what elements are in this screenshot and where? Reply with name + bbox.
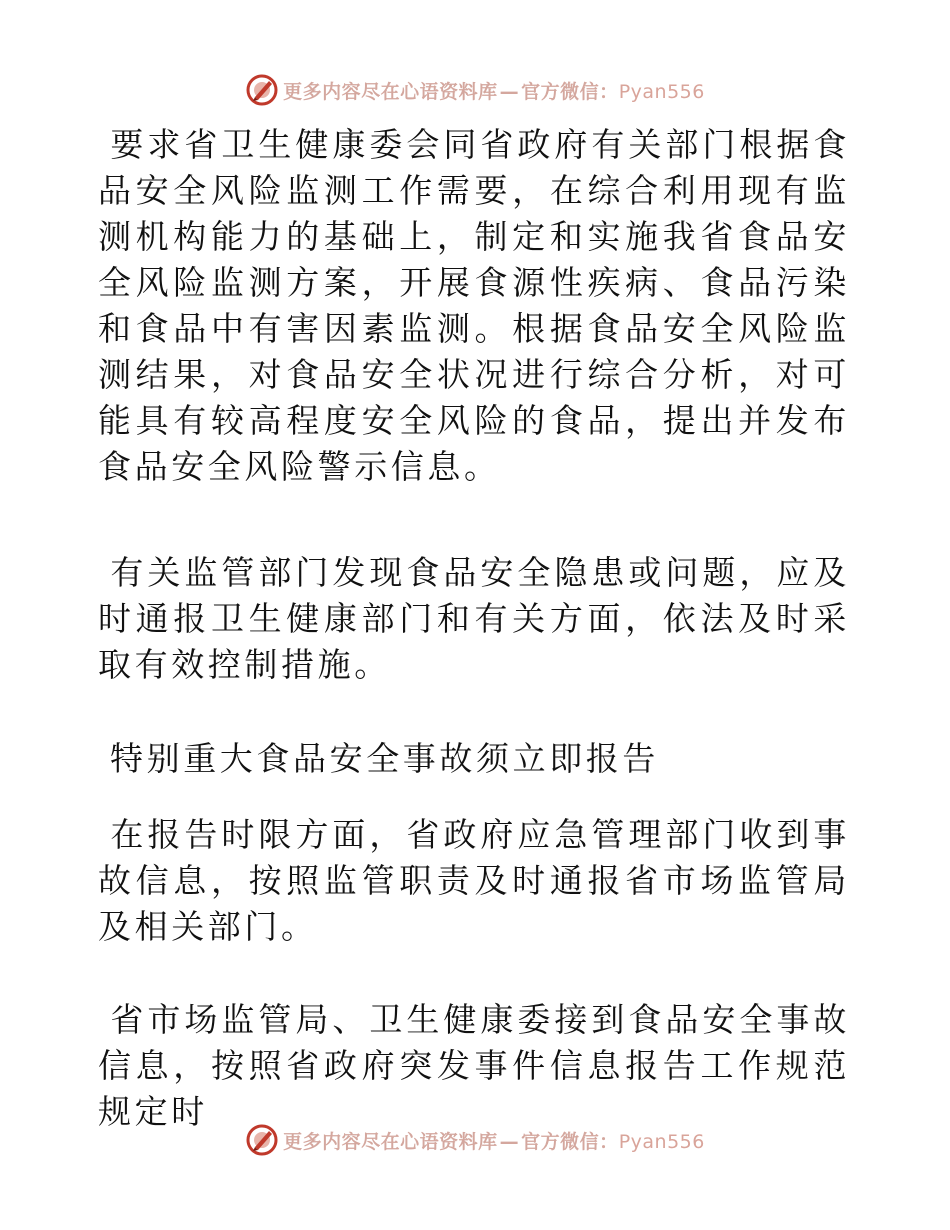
heading-text: 特别重大食品安全事故须立即报告 xyxy=(110,739,659,778)
watermark-dash: — xyxy=(499,1130,520,1153)
watermark-text xyxy=(283,77,705,104)
watermark-wechat-id: Pyan556 xyxy=(618,80,705,103)
watermark-site-name: 更多内容尽在心语资料库 xyxy=(283,1130,498,1153)
pen-logo-icon xyxy=(245,73,279,107)
watermark-text xyxy=(283,1127,705,1154)
watermark-wechat-label: 官方微信： xyxy=(521,80,619,103)
watermark-dash: — xyxy=(499,80,520,103)
watermark-wechat-label: 官方微信： xyxy=(521,1130,619,1153)
paragraph-text: 要求省卫生健康委会同省政府有关部门根据食品安全风险监测工作需要，在综合利用现有监测机构能力的基础上，制定和实施我省食品安全风险监测方案，开展食源性疾病、食品污染和食品中有害因素监测。根据食品安全风险监测结果，对食品安全状况进行综合分析，对可能具有较高程度安全风险的食品，提出并发布食品安全风险警示信息。 xyxy=(98,125,850,486)
paragraph-text: 在报告时限方面，省政府应急管理部门收到事故信息，按照监管职责及时通报省市场监管局及相关部门。 xyxy=(98,815,850,946)
paragraph-risk-monitoring xyxy=(98,122,850,490)
paragraph-hazard-reporting xyxy=(98,550,850,688)
footer-watermark-banner xyxy=(0,1120,950,1160)
section-heading xyxy=(98,736,659,782)
watermark-wechat-id: Pyan556 xyxy=(618,1130,705,1153)
watermark-site-name: 更多内容尽在心语资料库 xyxy=(283,80,498,103)
paragraph-report-time-limit xyxy=(98,812,850,950)
paragraph-incident-info xyxy=(98,997,850,1135)
header-watermark-banner xyxy=(0,70,950,110)
paragraph-text: 省市场监管局、卫生健康委接到食品安全事故信息，按照省政府突发事件信息报告工作规范规定时 xyxy=(98,1000,850,1131)
pen-logo-icon xyxy=(245,1123,279,1157)
paragraph-text: 有关监管部门发现食品安全隐患或问题，应及时通报卫生健康部门和有关方面，依法及时采取有效控制措施。 xyxy=(98,553,850,684)
